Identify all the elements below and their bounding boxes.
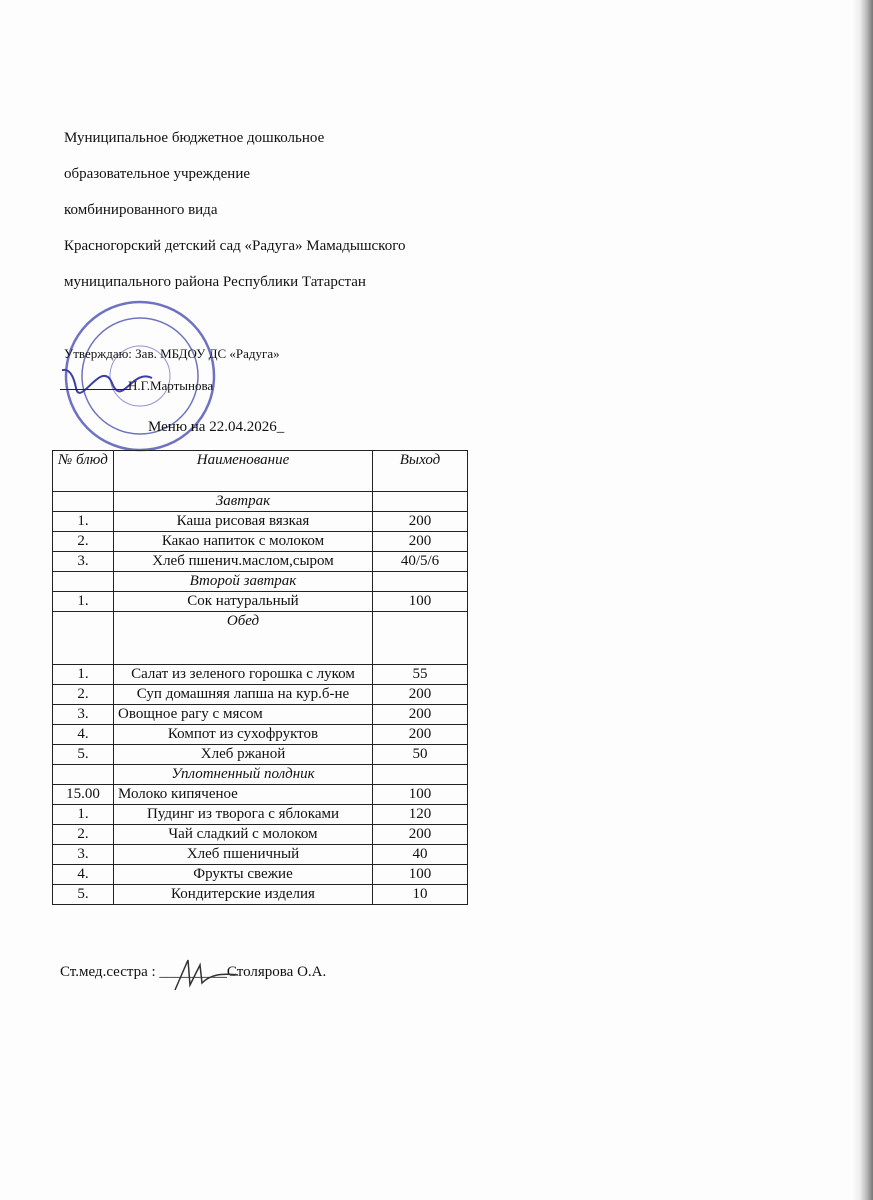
dish-output: 100 xyxy=(373,785,468,805)
table-row xyxy=(53,885,468,905)
dish-output: 40 xyxy=(373,845,468,865)
table-header-row xyxy=(53,451,468,492)
dish-name: Хлеб пшенич.маслом,сыром xyxy=(114,552,373,572)
table-row xyxy=(53,865,468,885)
dish-name: Суп домашняя лапша на кур.б-не xyxy=(114,685,373,705)
handwritten-signature xyxy=(170,955,240,995)
signature-blank: _________ xyxy=(159,964,227,980)
dish-name: Каша рисовая вязкая xyxy=(114,512,373,532)
dish-name: Компот из сухофруктов xyxy=(114,725,373,745)
nurse-label: Ст.мед.сестра : xyxy=(60,964,160,980)
section-row xyxy=(53,492,468,512)
dish-number: 2. xyxy=(53,825,114,845)
section-name: Завтрак xyxy=(114,492,373,512)
dish-number: 3. xyxy=(53,705,114,725)
dish-name: Кондитерские изделия xyxy=(114,885,373,905)
dish-name: Фрукты свежие xyxy=(114,865,373,885)
dish-output: 100 xyxy=(373,865,468,885)
section-row xyxy=(53,572,468,592)
table-row xyxy=(53,705,468,725)
dish-name: Хлеб ржаной xyxy=(114,745,373,765)
dish-output: 200 xyxy=(373,825,468,845)
number-cell xyxy=(53,765,114,785)
dish-name: Хлеб пшеничный xyxy=(114,845,373,865)
dish-number: 2. xyxy=(53,532,114,552)
output-cell xyxy=(373,612,468,665)
output-cell xyxy=(373,492,468,512)
dish-number: 4. xyxy=(53,865,114,885)
dish-number: 1. xyxy=(53,512,114,532)
dish-number: 3. xyxy=(53,845,114,865)
number-cell xyxy=(53,612,114,665)
approver-name: Н.Г.Мартынова xyxy=(128,378,214,393)
dish-name: Салат из зеленого горошка с луком xyxy=(114,665,373,685)
table-row xyxy=(53,552,468,572)
number-cell xyxy=(53,572,114,592)
dish-output: 120 xyxy=(373,805,468,825)
org-line-5: муниципального района Республики Татарстан xyxy=(64,274,366,290)
dish-output: 40/5/6 xyxy=(373,552,468,572)
table-row xyxy=(53,785,468,805)
dish-output: 200 xyxy=(373,685,468,705)
section-name: Уплотненный полдник xyxy=(114,765,373,785)
menu-title: Меню на 22.04.2026_ xyxy=(148,419,285,435)
table-row xyxy=(53,725,468,745)
dish-output: 10 xyxy=(373,885,468,905)
dish-number: 1. xyxy=(53,592,114,612)
section-name: Второй завтрак xyxy=(114,572,373,592)
table-row xyxy=(53,825,468,845)
col-header-output: Выход xyxy=(373,451,468,492)
dish-number: 5. xyxy=(53,885,114,905)
section-row xyxy=(53,765,468,785)
dish-output: 200 xyxy=(373,725,468,745)
dish-name: Какао напиток с молоком xyxy=(114,532,373,552)
dish-name: Сок натуральный xyxy=(114,592,373,612)
section-name: Обед xyxy=(114,612,373,665)
output-cell xyxy=(373,765,468,785)
table-row xyxy=(53,845,468,865)
table-row xyxy=(53,685,468,705)
scan-edge xyxy=(851,0,873,1200)
menu-table xyxy=(52,450,468,905)
output-cell xyxy=(373,572,468,592)
dish-name: Овощное рагу с мясом xyxy=(114,705,373,725)
org-line-4: Красногорский детский сад «Радуга» Мамадышского xyxy=(64,238,406,254)
dish-output: 200 xyxy=(373,705,468,725)
dish-number: 3. xyxy=(53,552,114,572)
org-line-1: Муниципальное бюджетное дошкольное xyxy=(64,130,325,146)
org-line-2: образовательное учреждение xyxy=(64,166,251,182)
org-line-3: комбинированного вида xyxy=(64,202,218,218)
dish-output: 200 xyxy=(373,512,468,532)
dish-output: 50 xyxy=(373,745,468,765)
dish-name: Молоко кипяченое xyxy=(114,785,373,805)
table-row xyxy=(53,532,468,552)
table-row xyxy=(53,665,468,685)
dish-output: 100 xyxy=(373,592,468,612)
nurse-name: Столярова О.А. xyxy=(226,964,327,980)
table-row xyxy=(53,592,468,612)
dish-output: 200 xyxy=(373,532,468,552)
number-cell xyxy=(53,492,114,512)
dish-number: 15.00 xyxy=(53,785,114,805)
dish-name: Чай сладкий с молоком xyxy=(114,825,373,845)
section-row xyxy=(53,612,468,665)
approval-text: Утверждаю: Зав. МБДОУ ДС «Радуга» xyxy=(64,346,280,361)
dish-number: 2. xyxy=(53,685,114,705)
table-row xyxy=(53,805,468,825)
dish-name: Пудинг из творога с яблоками xyxy=(114,805,373,825)
dish-output: 55 xyxy=(373,665,468,685)
dish-number: 1. xyxy=(53,665,114,685)
dish-number: 1. xyxy=(53,805,114,825)
dish-number: 4. xyxy=(53,725,114,745)
dish-number: 5. xyxy=(53,745,114,765)
col-header-name: Наименование xyxy=(114,451,373,492)
col-header-number: № блюд xyxy=(53,451,114,492)
signature-line xyxy=(60,389,130,390)
table-row xyxy=(53,512,468,532)
table-row xyxy=(53,745,468,765)
